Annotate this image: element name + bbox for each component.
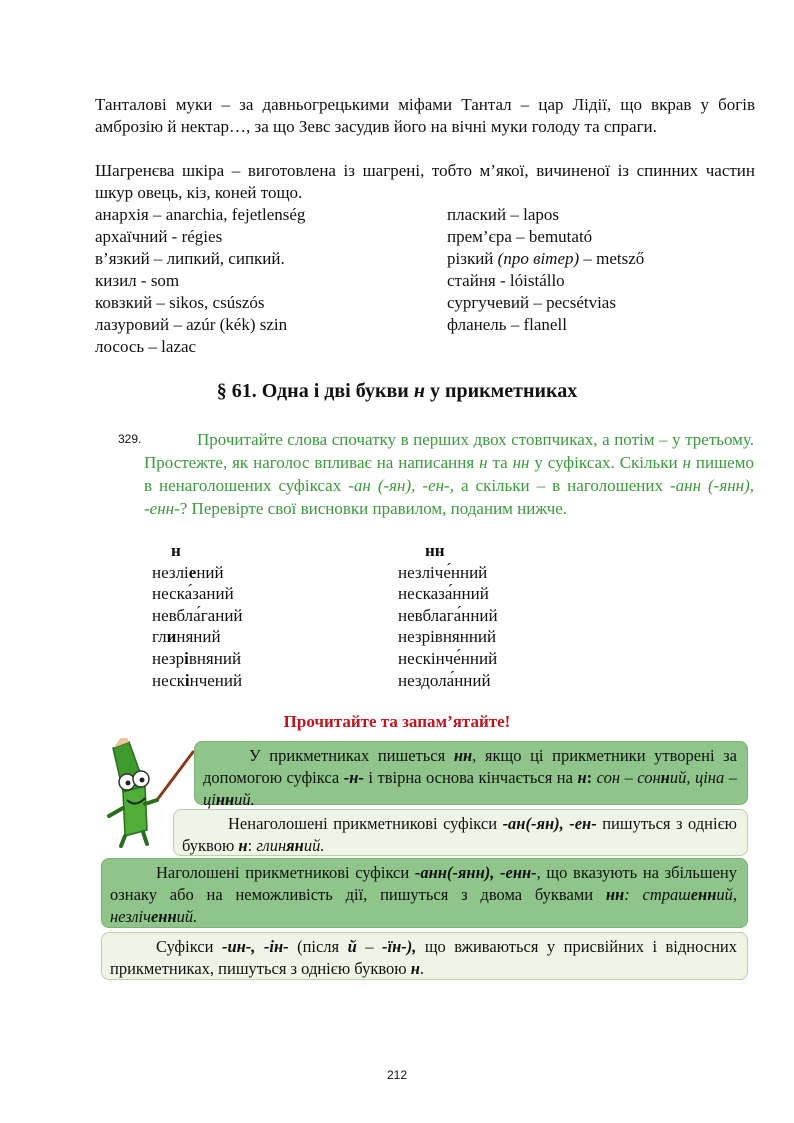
text-run: н — [410, 959, 420, 978]
text-run: . — [419, 959, 425, 978]
text-run: Наголошені прикметникові суфікси — [156, 863, 415, 882]
vocab-entry-translation: – metsző — [579, 249, 645, 268]
vocab-entry-text: стайня - lóistállo — [447, 271, 565, 290]
vocabulary-column-right — [447, 204, 644, 336]
stressed-vowel: и — [166, 627, 177, 647]
word-item — [152, 670, 243, 692]
text-run: н — [577, 768, 587, 787]
text-run: страш — [642, 885, 691, 904]
vocab-entry-text: прем’єра – bemutató — [447, 227, 593, 246]
paragraph-shagreen: Шагренєва шкіра – виготовлена із шагрені, тобто м’якої, вичиненої із спинних частин шкур овець, кіз, коней тощо. — [95, 161, 755, 202]
text-run: ян — [286, 836, 304, 855]
text-run: пишемо в ненаголошених суфіксах — [144, 453, 754, 495]
text-run: сон – сон — [596, 768, 661, 787]
text-run: , що вказують на збільшену ознаку або на неможливість дії, пишуться з двома буквами — [110, 863, 737, 904]
section-title — [0, 380, 794, 403]
vocab-entry-text: фланель – flanell — [447, 315, 567, 334]
text-run: -анн(-янн), -енн- — [414, 863, 537, 882]
text-run: -ин-, -ін- — [221, 937, 289, 956]
column-header-double: нн — [425, 541, 445, 560]
text-run: -ан (-ян), -ен-, — [348, 476, 454, 495]
word-item — [152, 605, 243, 627]
vocabulary-column-left — [95, 204, 305, 358]
word-item — [152, 626, 243, 648]
word-item: нездола́нний — [398, 670, 491, 690]
text-run: ? Перевірте свої висновки правилом, поданим нижче. — [179, 499, 568, 518]
text-run: пишуться з однією буквою — [182, 814, 737, 855]
text-run: (після — [288, 937, 348, 956]
vocab-entry — [447, 248, 644, 270]
text-run: : — [624, 885, 643, 904]
text-run: і твірна основа кінчається на — [363, 768, 578, 787]
vocab-entry — [447, 292, 644, 314]
vocab-entry — [447, 226, 644, 248]
text-run: н — [660, 768, 670, 787]
text-run: нн — [215, 790, 235, 809]
vocab-entry: анархія – anarchia, fejetlenség — [95, 205, 306, 224]
text-run: -їн-), — [382, 937, 417, 956]
text-run: Прочитайте слова спочатку в перших двох стовпчиках, а потім – у третьому. Простежте, як наголос впливає на написання — [144, 430, 754, 472]
text-run: глин — [256, 836, 287, 855]
text-run: У прикметниках пишеться — [249, 746, 454, 765]
word-item: нескінче́нний — [398, 648, 498, 668]
word-item: незрівнянний — [398, 627, 497, 647]
word-part: незр — [152, 648, 185, 668]
vocab-entry: в’язкий – липкий, сипкий. — [95, 249, 285, 268]
vocab-entry-note: (про вітер) — [497, 249, 580, 268]
remember-title: Прочитайте та запам’ятайте! — [283, 712, 511, 731]
paragraph-tantalus: Танталові муки – за давньогрецькими міфами Тантал – цар Лідії, що вкрав у богів амброзію й нектар…, за що Зевс засудив його на вічні муки голоду та спраги. — [95, 95, 755, 136]
exercise-number: 329. — [118, 432, 142, 446]
vocab-entry-text: різкий — [447, 249, 498, 268]
text-run: , якщо ці прикметники утворені за допомогою суфікса — [203, 746, 738, 787]
text-run: : — [247, 836, 257, 855]
text-run: нн — [453, 746, 473, 765]
word-item — [152, 583, 243, 605]
stressed-vowel: і — [184, 670, 190, 690]
text-run: Суфікси — [156, 937, 222, 956]
section-title-letter: н — [413, 380, 425, 402]
text-run: -ан(-ян), -ен- — [502, 814, 597, 833]
vocab-entry: ковзкий – sikos, csúszós — [95, 293, 265, 312]
word-part: ний — [196, 562, 224, 582]
rule-box-stressed-suffix — [101, 858, 748, 928]
vocab-entry — [447, 314, 644, 336]
word-part: неск — [152, 670, 185, 690]
text-run: ий. — [176, 907, 198, 926]
word-item: невблага́нний — [398, 605, 498, 625]
word-part: гл — [152, 627, 167, 647]
text-run: а скільки – в наголошених — [453, 476, 670, 495]
text-run: н — [238, 836, 248, 855]
rule-box-possessive-suffix — [101, 932, 748, 980]
text-run: ий, незліч — [110, 885, 737, 926]
text-run: енн — [150, 907, 177, 926]
text-run: ий. — [234, 790, 255, 809]
word-part: неска́заний — [152, 584, 234, 604]
vocab-entry — [447, 270, 644, 292]
text-run: енн — [690, 885, 717, 904]
words-column-single-n — [152, 540, 243, 691]
text-run: й — [347, 937, 357, 956]
vocab-entry: лазуровий – azúr (kék) szin — [95, 315, 288, 334]
section-title-text: § 61. Одна і дві букви — [216, 380, 414, 402]
vocab-entry: архаїчний - régies — [95, 227, 223, 246]
words-column-double-n — [398, 540, 498, 691]
text-run: -н- — [343, 768, 364, 787]
text-run: нн — [512, 453, 530, 472]
word-item — [152, 648, 243, 670]
text-run: ий, ціна – ці — [203, 768, 737, 809]
stressed-vowel: і — [184, 648, 189, 668]
text-run: нн — [605, 885, 625, 904]
text-run: : — [586, 768, 597, 787]
text-run: Ненаголошені прикметникові суфікси — [228, 814, 503, 833]
vocab-entry — [447, 204, 644, 226]
text-run: – — [356, 937, 382, 956]
vocab-entry-text: сургучевий – pecsétvias — [447, 293, 616, 312]
text-run: н — [682, 453, 691, 472]
vocab-entry: лосось – lazac — [95, 337, 197, 356]
rule-box-unstressed-suffix — [173, 809, 748, 856]
text-run: що вживаються у присвійних і відносних прикметниках, пишуться з однією буквою — [110, 937, 738, 978]
stressed-vowel: е — [188, 562, 197, 582]
word-part: няний — [176, 627, 221, 647]
exercise-task — [144, 428, 754, 520]
vocab-entry: кизил - som — [95, 271, 180, 290]
text-run: ий. — [303, 836, 325, 855]
text-run: -анн (-янн), -енн- — [144, 476, 755, 518]
section-title-end: у прикметниках — [424, 380, 578, 402]
text-run: у суфіксах. Скільки — [529, 453, 683, 472]
rule-box-double-n-suffix — [194, 741, 748, 809]
page-number: 212 — [386, 1068, 408, 1082]
word-part: вняний — [188, 648, 242, 668]
text-run: та — [487, 453, 513, 472]
column-header-single: н — [171, 541, 181, 560]
word-part: незлі — [152, 562, 189, 582]
word-item — [152, 562, 243, 584]
word-item: несказа́нний — [398, 584, 489, 604]
word-item: незліче́нний — [398, 562, 488, 582]
word-part: невбла́ганий — [152, 605, 243, 625]
word-part: нчений — [189, 670, 243, 690]
text-run: н — [479, 453, 488, 472]
vocab-entry-text: плаский – lapos — [447, 205, 560, 224]
